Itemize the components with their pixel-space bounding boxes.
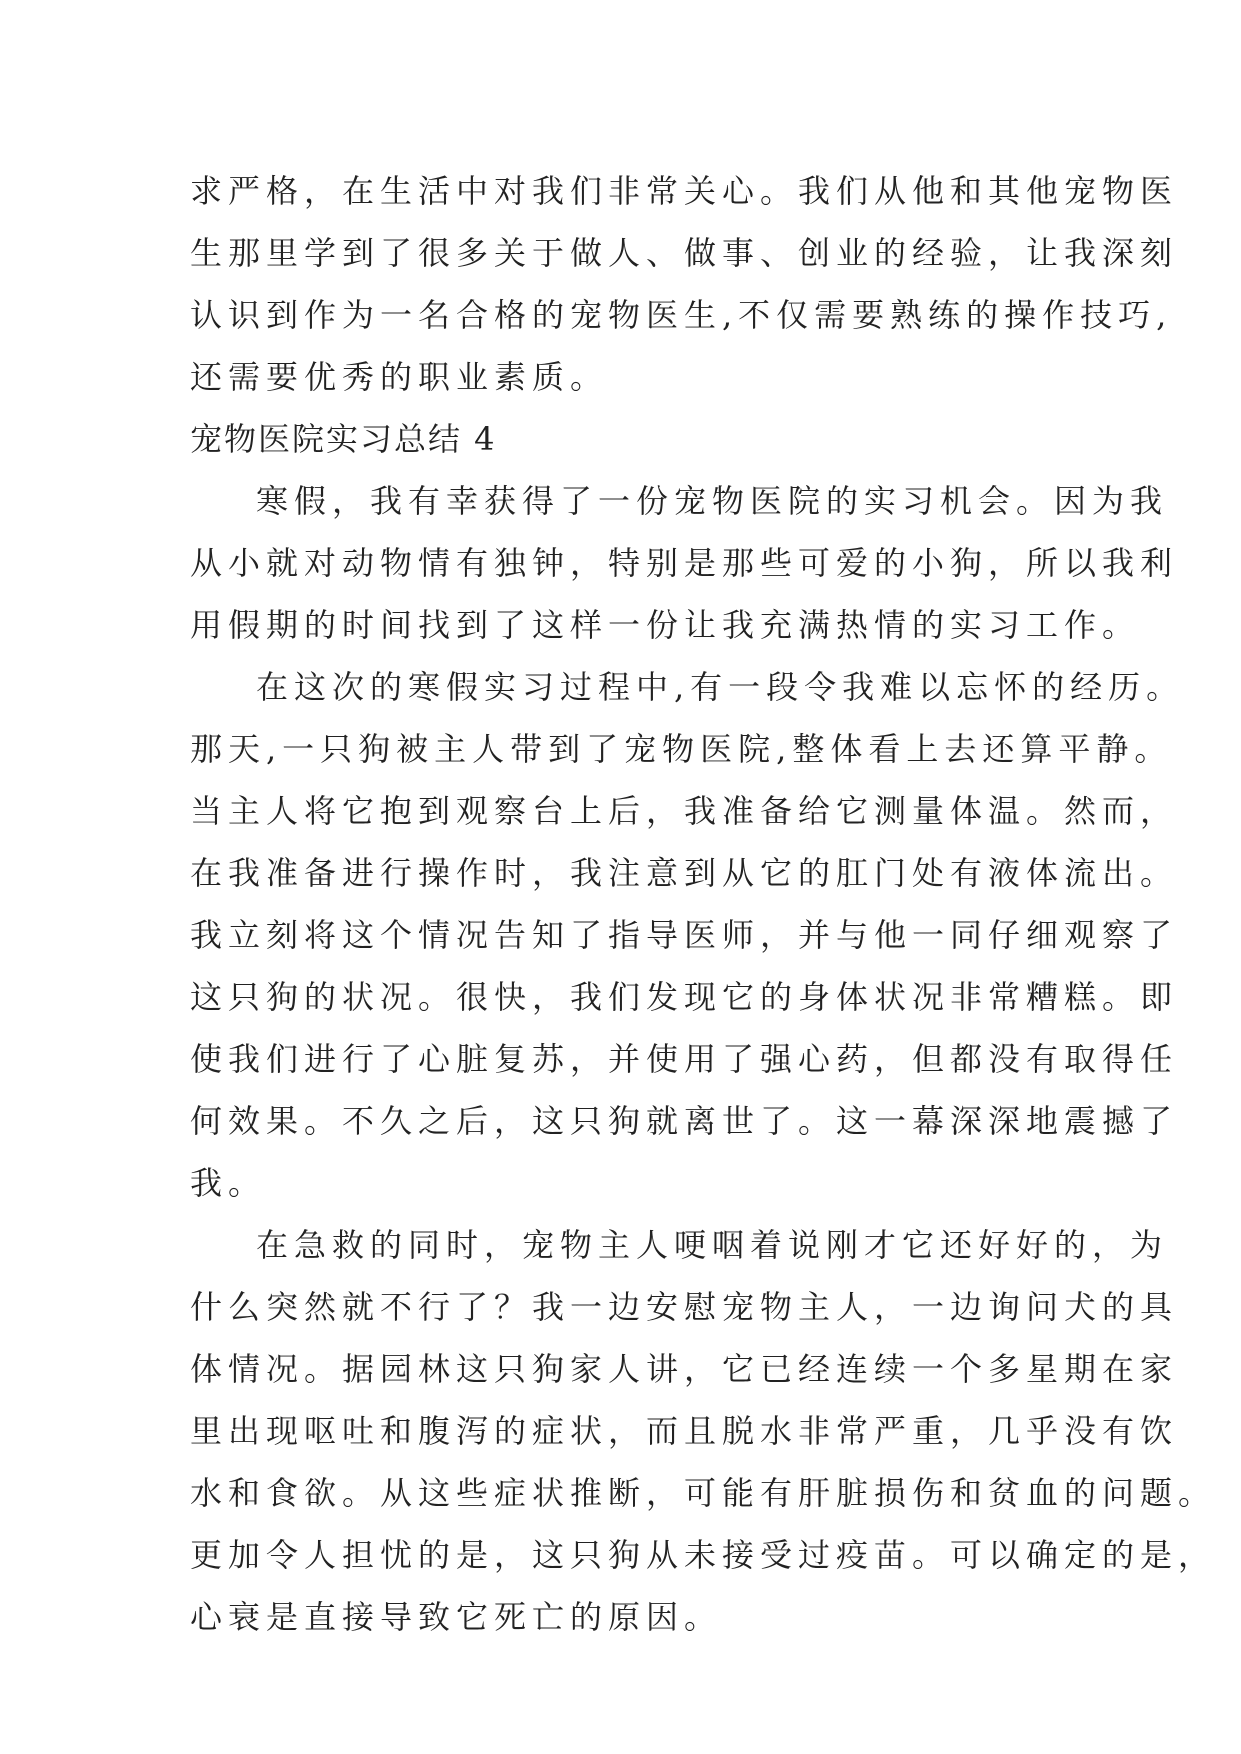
paragraph-line: 更加令人担忧的是，这只狗从未接受过疫苗。可以确定的是， <box>190 1536 1217 1574</box>
paragraph-line: 那天,一只狗被主人带到了宠物医院,整体看上去还算平静。 <box>190 730 1173 768</box>
paragraph-line: 这只狗的状况。很快，我们发现它的身体状况非常糟糕。即 <box>190 978 1179 1016</box>
paragraph-line: 什么突然就不行了？我一边安慰宠物主人，一边询问犬的具 <box>190 1288 1179 1326</box>
paragraph-line: 求严格，在生活中对我们非常关心。我们从他和其他宠物医 <box>190 172 1179 210</box>
paragraph-line: 体情况。据园林这只狗家人讲，它已经连续一个多星期在家 <box>190 1350 1179 1388</box>
paragraph-line: 用假期的时间找到了这样一份让我充满热情的实习工作。 <box>190 606 1141 644</box>
paragraph-line: 生那里学到了很多关于做人、做事、创业的经验，让我深刻 <box>190 234 1179 272</box>
paragraph-line: 在我准备进行操作时，我注意到从它的肛门处有液体流出。 <box>190 854 1179 892</box>
paragraph-line: 在急救的同时，宠物主人哽咽着说刚才它还好好的，为 <box>256 1226 1169 1264</box>
paragraph-line: 我立刻将这个情况告知了指导医师，并与他一同仔细观察了 <box>190 916 1179 954</box>
paragraph-line: 在这次的寒假实习过程中,有一段令我难以忘怀的经历。 <box>256 668 1185 706</box>
paragraph-line: 心衰是直接导致它死亡的原因。 <box>190 1598 723 1636</box>
paragraph-line: 还需要优秀的职业素质。 <box>190 358 609 396</box>
paragraph-line: 里出现呕吐和腹泻的症状，而且脱水非常严重，几乎没有饮 <box>190 1412 1179 1450</box>
paragraph-line: 认识到作为一名合格的宠物医生,不仅需要熟练的操作技巧, <box>190 296 1173 334</box>
paragraph-line: 水和食欲。从这些症状推断，可能有肝脏损伤和贫血的问题。 <box>190 1474 1217 1512</box>
paragraph-line: 何效果。不久之后，这只狗就离世了。这一幕深深地震撼了 <box>190 1102 1179 1140</box>
paragraph-line: 当主人将它抱到观察台上后，我准备给它测量体温。然而， <box>190 792 1179 830</box>
paragraph-line: 我。 <box>190 1164 267 1202</box>
text-column <box>190 160 1217 1648</box>
paragraph-line: 使我们进行了心脏复苏，并使用了强心药，但都没有取得任 <box>190 1040 1179 1078</box>
paragraph-line: 从小就对动物情有独钟，特别是那些可爱的小狗，所以我利 <box>190 544 1179 582</box>
paragraph-line: 寒假，我有幸获得了一份宠物医院的实习机会。因为我 <box>256 482 1169 520</box>
section-heading: 宠物医院实习总结 4 <box>190 420 497 458</box>
